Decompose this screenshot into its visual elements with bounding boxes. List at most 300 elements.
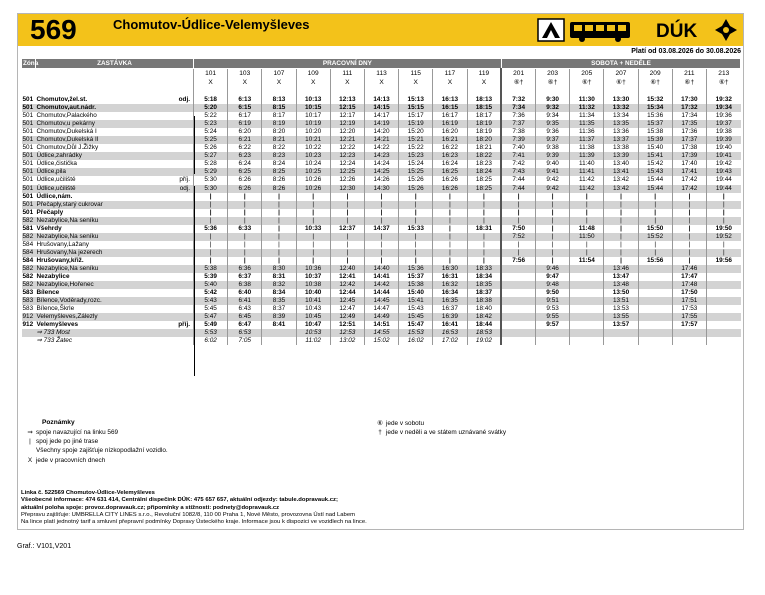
time-cell: 15:43	[399, 305, 433, 313]
time-cell: |	[536, 225, 570, 233]
note-symbol: |	[29, 437, 31, 445]
time-cell: |	[330, 233, 364, 241]
stop-name: Údlice,učiliště	[36, 184, 76, 192]
trip-mark: ⑥†	[604, 78, 638, 87]
time-cell: 15:22	[399, 144, 433, 152]
time-cell: |	[433, 249, 467, 257]
time-cell: |	[536, 201, 570, 209]
note-symbol: X	[27, 456, 33, 464]
table-row	[22, 104, 741, 112]
time-cell: 12:47	[330, 305, 364, 313]
time-cell: 7:44	[501, 176, 535, 184]
time-cell: 13:39	[604, 152, 638, 160]
time-cell: 12:21	[330, 136, 364, 144]
time-cell: 11:42	[570, 185, 604, 193]
compass-icon	[715, 19, 737, 41]
time-cell: 17:38	[672, 144, 706, 152]
time-cell: 19:50	[706, 225, 740, 233]
time-cell: 15:19	[399, 120, 433, 128]
time-cell: 18:19	[467, 120, 501, 128]
time-cell	[501, 313, 535, 321]
zone-cell: 582	[22, 273, 34, 281]
time-cell: 12:25	[330, 168, 364, 176]
trip-blank	[467, 87, 501, 96]
time-cell: 8:26	[262, 176, 296, 184]
time-cell	[706, 329, 740, 337]
time-cell: 15:02	[364, 337, 398, 345]
time-cell: 15:24	[399, 160, 433, 168]
time-cell: 7:44	[501, 185, 535, 193]
time-cell: 14:17	[364, 112, 398, 120]
time-cell: 16:22	[433, 144, 467, 152]
stop-cell	[36, 305, 194, 313]
time-cell: 11:42	[570, 176, 604, 184]
stop-name: Údlice,čističkа	[36, 160, 77, 168]
time-cell: 19:56	[706, 257, 740, 265]
stop-cell	[36, 112, 194, 120]
time-cell: 12:22	[330, 144, 364, 152]
time-cell: 10:53	[296, 329, 330, 337]
time-cell	[501, 281, 535, 289]
trip-number: 113	[364, 69, 398, 79]
time-cell: 7:43	[501, 168, 535, 176]
time-cell: |	[399, 241, 433, 249]
time-cell: 6:17	[228, 112, 262, 120]
time-cell: |	[467, 241, 501, 249]
time-cell: |	[570, 209, 604, 217]
time-cell: 7:56	[501, 257, 535, 265]
time-cell	[501, 321, 535, 329]
stop-name: Nezabylice,Na seníku	[36, 264, 99, 272]
time-cell: 12:40	[330, 265, 364, 273]
arrival-departure-label: odj.	[179, 184, 190, 192]
time-cell: 9:51	[536, 297, 570, 305]
time-cell: 11:36	[570, 128, 604, 136]
stop-cell	[36, 313, 194, 321]
stop-name: Chomutov,Dukelská II	[36, 136, 99, 144]
note-text: jede v neděli a ve státem uznávané svátky	[386, 429, 507, 436]
time-cell: |	[501, 249, 535, 257]
time-cell: 5:30	[194, 176, 228, 184]
time-cell: |	[228, 257, 262, 265]
time-cell: 13:42	[604, 185, 638, 193]
trip-mark: ⑥†	[706, 78, 740, 87]
time-cell	[262, 329, 296, 337]
time-cell: 15:34	[638, 104, 672, 112]
time-cell	[501, 329, 535, 337]
time-cell: |	[536, 249, 570, 257]
time-cell: |	[364, 249, 398, 257]
time-cell: 16:15	[433, 104, 467, 112]
time-cell: |	[399, 209, 433, 217]
time-cell	[706, 265, 740, 273]
stop-name: Hrušovany,křiž.	[36, 256, 84, 264]
zone-blank	[22, 87, 36, 96]
trip-blank	[433, 87, 467, 96]
time-cell: |	[706, 217, 740, 225]
zone-blank	[22, 78, 36, 87]
time-cell: 19:44	[706, 176, 740, 184]
time-cell: 5:23	[194, 120, 228, 128]
time-cell: 9:48	[536, 281, 570, 289]
time-cell	[638, 321, 672, 329]
time-cell: |	[501, 241, 535, 249]
time-cell: 17:48	[672, 281, 706, 289]
time-cell: 6:26	[228, 176, 262, 184]
table-row	[22, 176, 741, 184]
time-cell: 13:34	[604, 112, 638, 120]
stop-name: Chomutov,Palackého	[36, 112, 97, 120]
time-cell	[570, 273, 604, 281]
time-cell: |	[194, 257, 228, 265]
time-cell: 10:43	[296, 305, 330, 313]
zone-cell: 501	[22, 176, 34, 184]
time-cell: |	[706, 249, 740, 257]
time-cell: |	[262, 257, 296, 265]
time-cell: 17:36	[672, 128, 706, 136]
footer-tariff: Na lince platí jednotný tarif a smluvní přepravní podmínky Dopravy Ústeckého kraje. Informace jsou k dispozici ve vozidlech na lince.	[21, 519, 367, 526]
time-cell: 18:21	[467, 144, 501, 152]
time-cell: 11:48	[570, 225, 604, 233]
stop-cell	[36, 297, 194, 305]
time-cell: |	[296, 209, 330, 217]
time-cell: 9:55	[536, 313, 570, 321]
time-cell: |	[638, 241, 672, 249]
stop-cell	[36, 104, 194, 112]
time-cell	[570, 265, 604, 273]
time-cell: 6:13	[228, 96, 262, 104]
time-cell: |	[433, 233, 467, 241]
time-cell	[706, 289, 740, 297]
time-cell	[501, 273, 535, 281]
time-cell: 16:17	[433, 112, 467, 120]
time-cell: |	[330, 193, 364, 201]
time-cell	[706, 273, 740, 281]
trip-mark: ⑥†	[570, 78, 604, 87]
trip-blank	[638, 87, 672, 96]
time-cell: 5:25	[194, 136, 228, 144]
time-cell: 9:34	[536, 112, 570, 120]
time-cell: 10:38	[296, 281, 330, 289]
time-cell	[672, 329, 706, 337]
time-cell: 14:41	[364, 273, 398, 281]
trip-mark: X	[194, 78, 228, 87]
trip-blank	[228, 87, 262, 96]
time-cell: |	[706, 201, 740, 209]
time-cell: 15:33	[399, 225, 433, 233]
time-cell: 10:15	[296, 104, 330, 112]
zone-cell: 501	[22, 120, 36, 128]
time-cell: 6:40	[228, 289, 262, 297]
time-cell: 9:37	[536, 136, 570, 144]
time-cell: |	[672, 257, 706, 265]
time-cell: 15:20	[399, 128, 433, 136]
time-cell: 17:39	[672, 152, 706, 160]
time-cell: 10:36	[296, 265, 330, 273]
time-cell: |	[570, 241, 604, 249]
note-symbol: †	[378, 429, 382, 436]
stop-cell	[36, 96, 194, 104]
time-cell: 18:17	[467, 112, 501, 120]
zone-cell: 501	[22, 112, 34, 120]
time-cell: |	[604, 249, 638, 257]
trip-number: 209	[638, 69, 672, 79]
note-item	[24, 457, 105, 464]
time-cell: |	[672, 209, 706, 217]
time-cell: 15:56	[638, 257, 672, 265]
zone-cell: 584	[22, 256, 34, 264]
time-cell: 7:41	[501, 152, 535, 160]
stop-name: Chomutov,žel.st.	[36, 96, 88, 103]
time-cell: 7:34	[501, 104, 535, 112]
time-cell: 8:37	[262, 305, 296, 313]
time-cell: 10:33	[296, 225, 330, 233]
time-cell: 6:47	[228, 321, 262, 329]
stop-cell	[36, 337, 194, 345]
table-row	[22, 193, 741, 201]
time-cell	[570, 313, 604, 321]
table-row	[22, 96, 741, 104]
table-row	[22, 289, 741, 297]
time-cell	[706, 313, 740, 321]
time-cell: 5:49	[194, 321, 228, 329]
time-cell: |	[604, 233, 638, 241]
stop-blank	[36, 69, 194, 79]
time-cell: 6:21	[228, 136, 262, 144]
time-cell: 6:41	[228, 297, 262, 305]
time-cell: 17:37	[672, 136, 706, 144]
note-text: spoj jede po jiné trase	[36, 437, 99, 445]
stop-name: Chomutov,Dukelská I	[36, 128, 97, 136]
footer-contacts: Všeobecné informace: 474 631 414, Centrální dispečink DÚK: 475 657 657, aktuální odjezdy: tabule.dopravauk.cz;	[21, 497, 338, 504]
trip-blank	[364, 87, 398, 96]
time-cell	[706, 281, 740, 289]
note-text: Všechny spoje zajišťuje nízkopodlažní vozidlo.	[36, 447, 168, 454]
time-cell: 13:55	[604, 313, 638, 321]
time-cell: 13:36	[604, 128, 638, 136]
time-cell: 19:32	[706, 96, 740, 104]
time-cell: 15:44	[638, 176, 672, 184]
trip-number: 117	[433, 69, 467, 79]
table-row	[22, 297, 741, 305]
stop-name: Hrušovany,Na jezerech	[36, 248, 103, 256]
note-item	[374, 419, 424, 427]
table-row	[22, 337, 741, 345]
time-cell: |	[536, 217, 570, 225]
time-cell: 18:24	[467, 168, 501, 176]
time-cell: 5:36	[194, 225, 228, 233]
time-cell: 19:40	[706, 144, 740, 152]
time-cell: 12:41	[330, 273, 364, 281]
time-cell: 8:19	[262, 120, 296, 128]
time-cell	[262, 337, 296, 345]
table-row	[22, 313, 741, 321]
time-cell: 13:37	[604, 136, 638, 144]
time-cell: |	[433, 241, 467, 249]
time-cell: 14:13	[364, 96, 398, 104]
trip-number: 203	[536, 69, 570, 79]
time-cell: |	[536, 233, 570, 241]
time-cell: 14:21	[364, 136, 398, 144]
time-cell: |	[262, 241, 296, 249]
trip-blank	[672, 87, 706, 96]
time-cell: 10:41	[296, 297, 330, 305]
stop-name: Bílence,Voděrady,rozc.	[36, 297, 102, 305]
time-cell: 9:30	[536, 96, 570, 104]
stop-cell	[36, 217, 194, 225]
time-cell: 9:53	[536, 305, 570, 313]
time-cell: |	[262, 233, 296, 241]
time-cell	[638, 289, 672, 297]
time-cell: 11:40	[570, 160, 604, 168]
zone-cell: 501	[22, 192, 34, 200]
time-cell: |	[262, 201, 296, 209]
trip-blank	[399, 87, 433, 96]
time-cell: 18:37	[467, 289, 501, 297]
trip-number: 115	[399, 69, 433, 79]
footer-line-id: Linka č. 522569 Chomutov-Údlice-Velemyšleves	[21, 490, 155, 496]
time-cell: |	[604, 241, 638, 249]
time-cell: 7:42	[501, 160, 535, 168]
time-cell: |	[536, 257, 570, 265]
time-cell: 15:38	[638, 128, 672, 136]
time-cell: 12:15	[330, 104, 364, 112]
arrival-departure-label: příj.	[178, 321, 190, 329]
time-cell: 12:51	[330, 321, 364, 329]
trip-mark: X	[399, 78, 433, 87]
time-cell: |	[433, 193, 467, 201]
time-cell: 17:42	[672, 185, 706, 193]
table-row	[22, 168, 741, 176]
time-cell: |	[399, 257, 433, 265]
time-cell: 10:13	[296, 96, 330, 104]
time-cell: 12:24	[330, 160, 364, 168]
time-cell: 15:42	[638, 160, 672, 168]
time-cell: 7:40	[501, 144, 535, 152]
time-cell: |	[330, 241, 364, 249]
time-cell: 13:51	[604, 297, 638, 305]
arrival-departure-label: odj.	[178, 96, 190, 103]
trip-mark: X	[296, 78, 330, 87]
time-cell: |	[296, 241, 330, 249]
trip-blank	[570, 87, 604, 96]
stop-cell	[36, 257, 194, 265]
time-cell: 16:35	[433, 297, 467, 305]
zone-header: Zóna	[23, 60, 39, 67]
time-cell: 11:02	[296, 337, 330, 345]
time-cell: 8:20	[262, 128, 296, 136]
trip-number: 107	[262, 69, 296, 79]
table-row	[22, 233, 741, 241]
time-cell: 11:32	[570, 104, 604, 112]
time-cell: |	[467, 209, 501, 217]
note-item	[24, 438, 98, 445]
note-symbol: ⇒	[27, 429, 33, 436]
stop-cell	[36, 193, 194, 201]
time-cell: 13:35	[604, 120, 638, 128]
zone-cell: 501	[22, 185, 36, 193]
time-cell: 10:25	[296, 168, 330, 176]
time-cell: 5:38	[194, 265, 228, 273]
time-cell: 19:42	[706, 160, 740, 168]
stop-name: ⇒ 733 Žatec	[36, 337, 73, 345]
time-cell: 13:50	[604, 289, 638, 297]
table-row	[22, 329, 741, 337]
time-cell: 18:38	[467, 297, 501, 305]
time-cell: 9:38	[536, 144, 570, 152]
table-row	[22, 225, 741, 233]
time-cell: 10:17	[296, 112, 330, 120]
time-cell: 19:34	[706, 104, 740, 112]
time-cell: |	[638, 193, 672, 201]
trip-number: 207	[604, 69, 638, 79]
stop-cell	[36, 321, 194, 329]
zone-cell: 582	[22, 217, 36, 225]
time-cell: 13:30	[604, 96, 638, 104]
table-row	[22, 201, 741, 209]
time-cell: 10:47	[296, 321, 330, 329]
time-cell: 18:23	[467, 160, 501, 168]
table-row	[22, 273, 741, 281]
time-cell: 16:30	[433, 265, 467, 273]
zone-cell: 583	[22, 305, 34, 313]
time-cell: 6:38	[228, 281, 262, 289]
time-cell: |	[194, 201, 228, 209]
time-cell: 5:45	[194, 305, 228, 313]
time-cell: 9:47	[536, 273, 570, 281]
time-cell: 12:42	[330, 281, 364, 289]
stop-name: Nezabylice	[36, 273, 70, 281]
time-cell: 15:36	[638, 112, 672, 120]
time-cell: 6:02	[194, 337, 228, 345]
time-cell	[706, 305, 740, 313]
time-cell: 8:17	[262, 112, 296, 120]
zone-cell: 582	[22, 265, 36, 273]
time-cell: 5:27	[194, 152, 228, 160]
time-cell: 13:57	[604, 321, 638, 329]
time-cell: |	[364, 201, 398, 209]
time-cell: 13:47	[604, 273, 638, 281]
time-cell: 16:39	[433, 313, 467, 321]
stop-cell	[36, 249, 194, 257]
table-row	[22, 120, 741, 128]
time-cell: 14:23	[364, 152, 398, 160]
time-cell: 5:26	[194, 144, 228, 152]
time-cell: 8:21	[262, 136, 296, 144]
time-cell: 15:39	[638, 136, 672, 144]
time-cell: 5:53	[194, 329, 228, 337]
time-cell: 13:42	[604, 176, 638, 184]
time-cell: |	[399, 193, 433, 201]
time-cell: 16:26	[433, 185, 467, 193]
time-cell: 12:13	[330, 96, 364, 104]
zone-cell: 583	[22, 297, 36, 305]
time-cell: 9:46	[536, 265, 570, 273]
time-cell: 5:39	[194, 273, 228, 281]
time-cell: 12:37	[330, 225, 364, 233]
time-cell: 9:35	[536, 120, 570, 128]
time-cell: 5:30	[194, 185, 228, 193]
time-cell: |	[194, 209, 228, 217]
stop-cell	[36, 201, 194, 209]
trip-number: 205	[570, 69, 604, 79]
time-cell: 15:45	[399, 313, 433, 321]
time-cell: 12:23	[330, 152, 364, 160]
time-cell: |	[672, 225, 706, 233]
note-text: jede v pracovních dnech	[36, 456, 106, 464]
time-cell: 19:36	[706, 112, 740, 120]
time-cell: 16:02	[399, 337, 433, 345]
